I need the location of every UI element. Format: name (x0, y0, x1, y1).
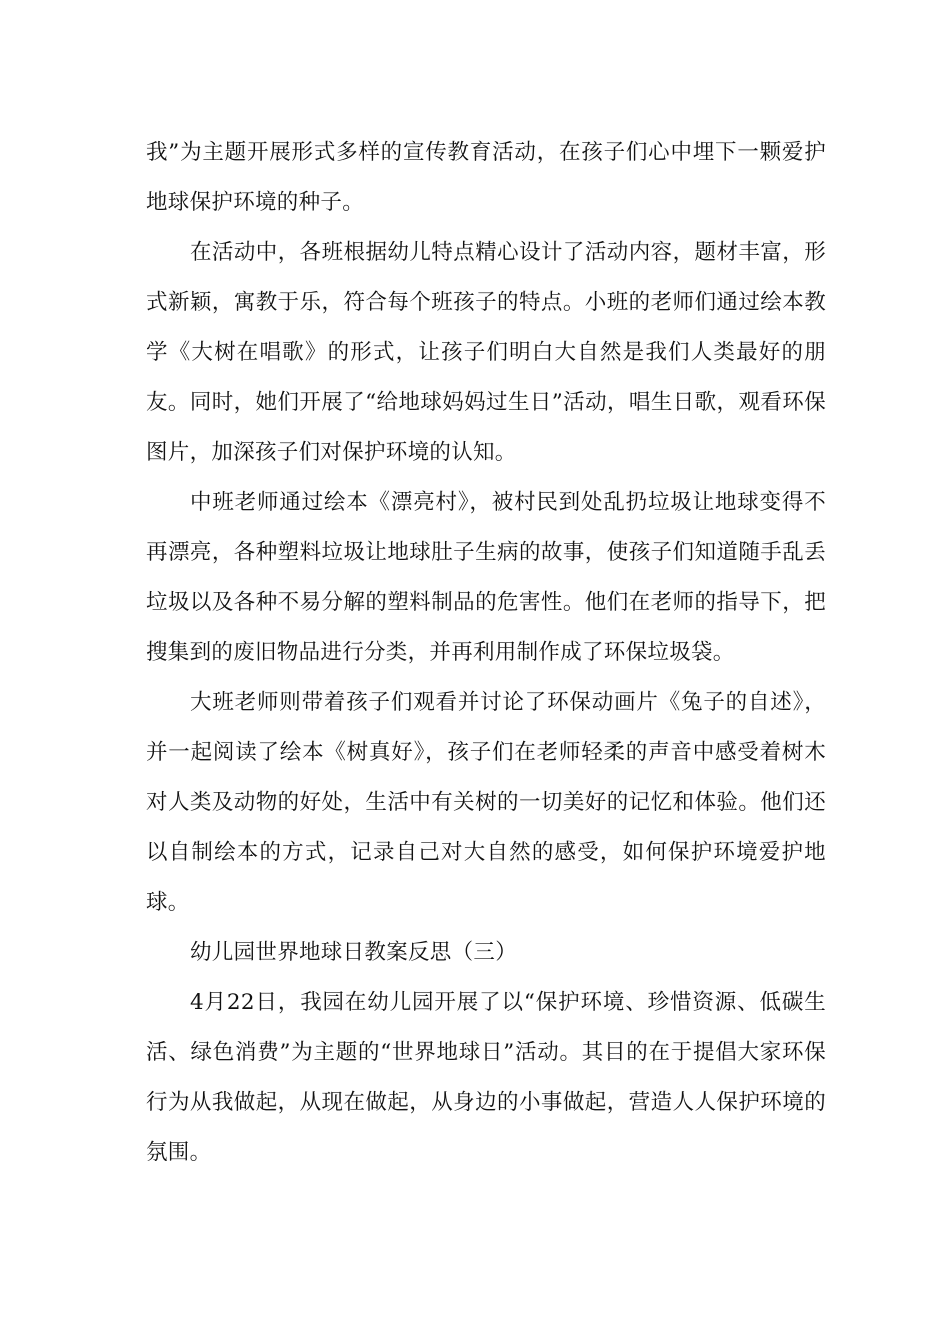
paragraph-activities: 在活动中，各班根据幼儿特点精心设计了活动内容，题材丰富，形式新颖，寓教于乐，符合每个班孩子的特点。小班的老师们通过绘本教学《大树在唱歌》的形式，让孩子们明白大自然是我们人类最好的朋友。同时，她们开展了“给地球妈妈过生日”活动，唱生日歌，观看环保图片，加深孩子们对保护环境的认知。 (146, 240, 826, 465)
paragraph-middle-class: 中班老师通过绘本《漂亮村》，被村民到处乱扔垃圾让地球变得不再漂亮，各种塑料垃圾让地球肚子生病的故事，使孩子们知道随手乱丢垃圾以及各种不易分解的塑料制品的危害性。他们在老师的指导下，把搜集到的废旧物品进行分类，并再利用制作成了环保垃圾袋。 (146, 490, 826, 665)
paragraph-continuation: 我”为主题开展形式多样的宣传教育活动，在孩子们心中埋下一颗爱护地球保护环境的种子。 (146, 140, 826, 215)
document-body (146, 128, 826, 1178)
section-heading: 幼儿园世界地球日教案反思（三） (190, 940, 518, 965)
paragraph-earth-day: 4月22日，我园在幼儿园开展了以“保护环境、珍惜资源、低碳生活、绿色消费”为主题的“世界地球日”活动。其目的在于提倡大家环保行为从我做起，从现在做起，从身边的小事做起，营造人人保护环境的氛围。 (146, 990, 826, 1165)
paragraph-senior-class: 大班老师则带着孩子们观看并讨论了环保动画片《兔子的自述》，并一起阅读了绘本《树真好》，孩子们在老师轻柔的声音中感受着树木对人类及动物的好处，生活中有关树的一切美好的记忆和体验。他们还以自制绘本的方式，记录自己对大自然的感受，如何保护环境爱护地球。 (146, 690, 826, 915)
